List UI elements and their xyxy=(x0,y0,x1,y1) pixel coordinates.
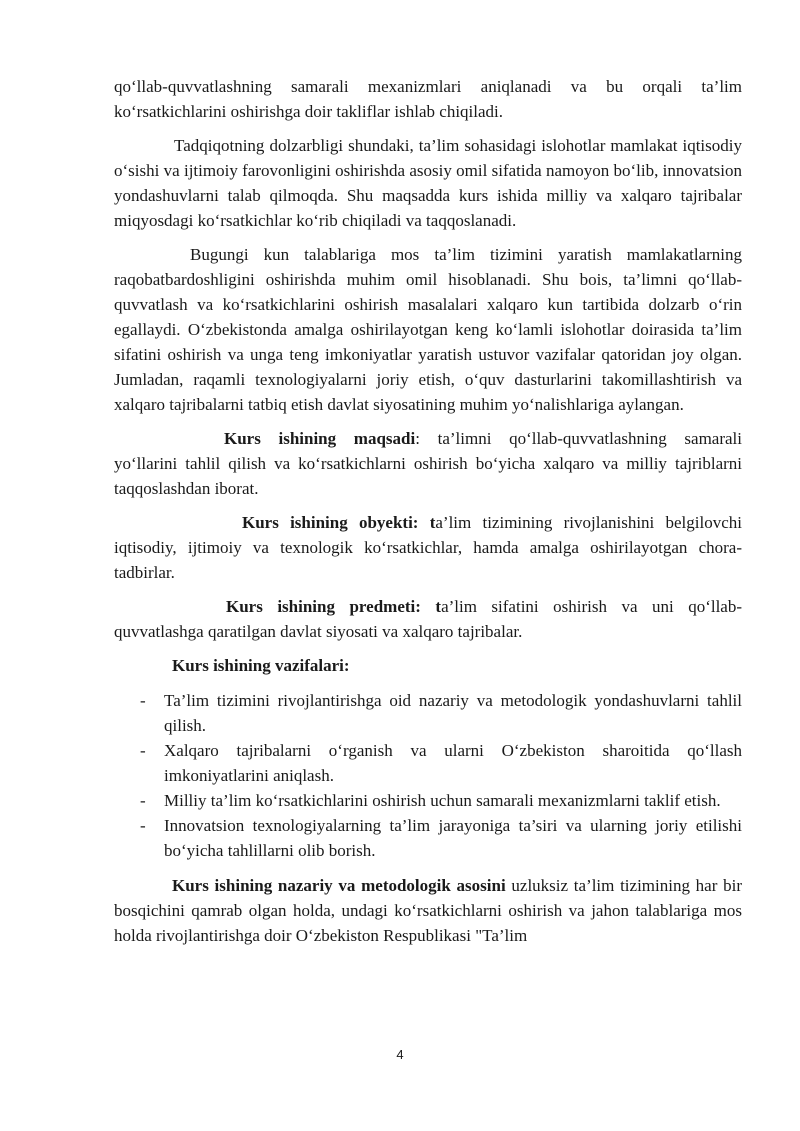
paragraph-relevance: Tadqiqotning dolzarbligi shundaki, ta’lim sohasidagi islohotlar mamlakat iqtisodiy o‘sishi va ijtimoiy farovonligini oshirishda asosiy omil sifatida namoyon bo‘lib, innovatsion yondashuvlarni talab qilmoqda. Shu maqsadda kurs ishida milliy va xalqaro tajribalar miqyosdagi ko‘rsatkichlar ko‘rib chiqiladi va taqqoslanadi. xyxy=(114,136,742,230)
dash-bullet: - xyxy=(140,816,146,835)
list-item xyxy=(114,788,742,813)
page-body xyxy=(114,74,742,957)
subject-text: a’lim sifatini oshirish va uni qo‘llab-quvvatlashga qaratilgan davlat siyosati va xalqaro tajribalar. xyxy=(114,597,743,641)
paragraph-object xyxy=(114,510,742,585)
tasks-heading: Kurs ishining vazifalari: xyxy=(172,656,350,675)
methodology-label: Kurs ishining nazariy va metodologik asosini xyxy=(172,876,506,895)
paragraph-context: Bugungi kun talablariga mos ta’lim tizimini yaratish mamlakatlarning raqobatbardoshligini oshirishda muhim omil hisoblanadi. Shu bois, ta’limni qo‘llab-quvvatlash va ko‘rsatkichlarini oshirish masalalari xalqaro kun tartibida dolzarb o‘rin egallaydi. O‘zbekistonda amalga oshirilayotgan keng ko‘lamli islohotlar doirasida ta’lim sifatini oshirish va unga teng imkoniyatlar yaratish ustuvor vazifalar qatoridan joy olgan. Jumladan, raqamli texnologiyalarni joriy etish, o‘quv dasturlarini takomillashtirish va xalqaro tajribalarni tatbiq etish davlat siyosatining muhim yo‘nalishlariga aylangan. xyxy=(114,245,742,414)
paragraph-methodology xyxy=(114,873,742,948)
goal-text: : ta’limni qo‘llab-quvvatlashning samarali yo‘llarini tahlil qilish va ko‘rsatkichlarni oshirish bo‘yicha xalqaro va milliy tajriblarni taqqoslashdan iborat. xyxy=(114,429,742,498)
paragraph-intro-continuation: qo‘llab-quvvatlashning samarali mexanizmlari aniqlanadi va bu orqali ta’lim ko‘rsatkichlarini oshirishga doir takliflar ishlab chiqiladi. xyxy=(114,77,742,121)
page-number: 4 xyxy=(396,1047,404,1062)
dash-bullet: - xyxy=(140,691,146,710)
dash-bullet: - xyxy=(140,741,146,760)
list-item-text: Ta’lim tizimini rivojlantirishga oid nazariy va metodologik yondashuvlarni tahlil qilish. xyxy=(164,691,742,735)
object-label: Kurs ishining obyekti: t xyxy=(242,513,436,532)
paragraph-goal xyxy=(114,426,742,501)
list-item-text: Milliy ta’lim ko‘rsatkichlarini oshirish uchun samarali mexanizmlarni taklif etish. xyxy=(164,791,721,810)
list-item-text: Innovatsion texnologiyalarning ta’lim jarayoniga ta’siri va ularning joriy etilishi bo‘yicha tahlillarni olib borish. xyxy=(164,816,742,860)
dash-bullet: - xyxy=(140,791,146,810)
list-item-text: Xalqaro tajribalarni o‘rganish va ularni O‘zbekiston sharoitida qo‘llash imkoniyatlarini aniqlash. xyxy=(164,741,742,785)
methodology-text: uzluksiz ta’lim tizimining har bir bosqichini qamrab olgan holda, undagi ko‘rsatkichlarni oshirish va jahon talablariga mos holda rivojlantirishga doir O‘zbekiston Respublikasi "Ta’lim xyxy=(114,876,742,945)
list-item xyxy=(114,738,742,788)
paragraph-subject xyxy=(114,594,742,644)
goal-label: Kurs ishining maqsadi xyxy=(224,429,416,448)
tasks-list xyxy=(114,688,742,863)
list-item xyxy=(114,813,742,863)
object-text: a’lim tizimining rivojlanishini belgilovchi iqtisodiy, ijtimoiy va texnologik ko‘rsatkichlar, hamda amalga oshirilayotgan chora-tadbirlar. xyxy=(114,513,742,582)
list-item xyxy=(114,688,742,738)
subject-label: Kurs ishining predmeti: t xyxy=(226,597,442,616)
